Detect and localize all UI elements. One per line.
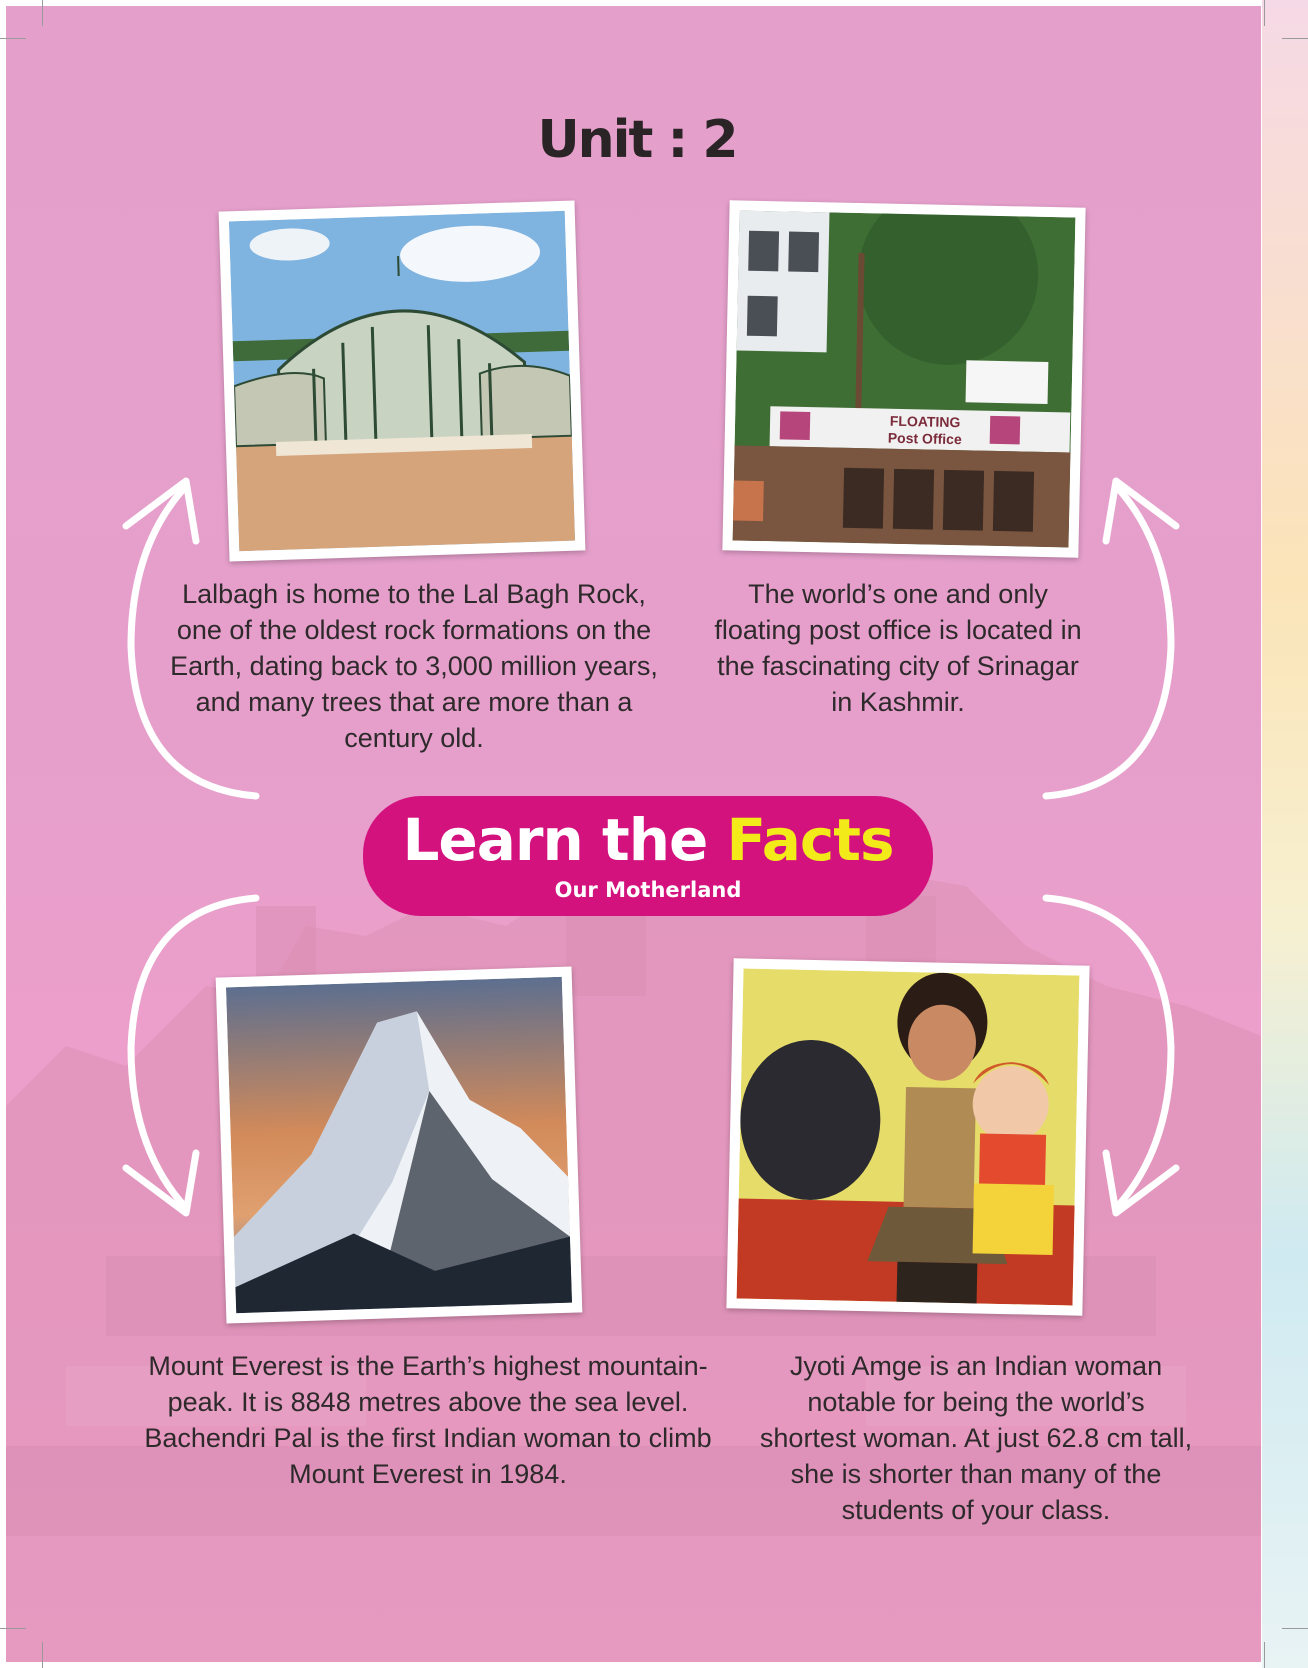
fact-text-jyoti-amge: Jyoti Amge is an Indian woman notable for being the world’s shortest woman. At just 62.8 cm tall, she is shorter than many of the students of your class. [759, 1351, 1193, 1525]
arrow-bottom-right-icon [1036, 878, 1186, 1228]
banner-subtitle: Our Motherland [554, 878, 742, 902]
learn-the-facts-banner [363, 796, 933, 916]
decorative-side-strip [1262, 0, 1308, 1668]
photo-lalbagh [219, 200, 586, 561]
fact-text-mount-everest: Mount Everest is the Earth’s highest mountain-peak. It is 8848 metres above the sea level. Bachendri Pal is the first Indian woman to climb Mount Everest in 1984. [144, 1351, 712, 1489]
photo-mount-everest [216, 966, 583, 1323]
crop-mark-bottom-left [0, 1628, 26, 1629]
sign-line2: Post Office [887, 429, 962, 448]
mountain-peak-photo-icon [226, 977, 572, 1313]
fact-text-floating-post-office: The world’s one and only floating post office is located in the fascinating city of Srinagar in Kashmir. [714, 579, 1082, 717]
crop-mark-bottom-left-v [42, 1642, 43, 1668]
girl-with-doll-photo-icon [737, 969, 1080, 1306]
arrow-bottom-left-icon [116, 878, 266, 1228]
banner-title-highlight: Facts [726, 806, 894, 874]
fact-text-lalbagh: Lalbagh is home to the Lal Bagh Rock, one of the oldest rock formations on the Earth, dating back to 3,000 million years, and many trees that are more than a century old. [170, 579, 658, 753]
glasshouse-photo-icon [229, 211, 575, 551]
banner-title [363, 806, 933, 874]
unit-title: Unit : 2 [537, 110, 737, 170]
crop-mark-top-right [1282, 38, 1308, 39]
arrow-top-left-icon [116, 466, 266, 816]
page-background [6, 6, 1261, 1662]
crop-mark-top-right-v [1264, 0, 1265, 26]
floating-post-office-photo-icon [733, 211, 1076, 548]
photo-floating-post-office [722, 200, 1085, 557]
crop-mark-top-left-v [42, 0, 43, 26]
crop-mark-top-left [0, 38, 26, 39]
crop-mark-bottom-right-v [1264, 1642, 1265, 1668]
crop-mark-bottom-right [1282, 1628, 1308, 1629]
arrow-top-right-icon [1036, 466, 1186, 816]
sign-line1: FLOATING [889, 412, 961, 431]
banner-title-main: Learn the [402, 806, 727, 874]
